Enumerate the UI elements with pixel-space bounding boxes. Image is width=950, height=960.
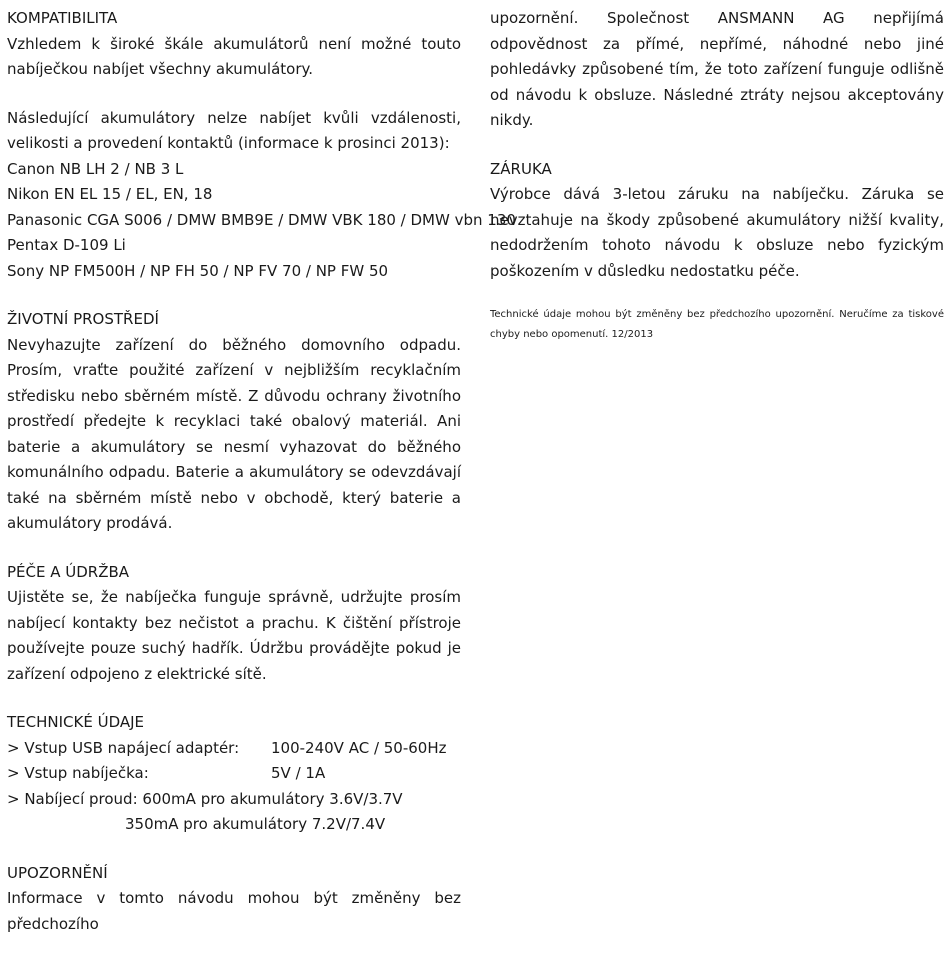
right-column bbox=[490, 6, 944, 368]
spec-key: > Vstup nabíječka: bbox=[7, 764, 149, 782]
pece-udrzba-text: Ujistěte se, že nabíječka funguje správně, udržujte prosím nabíjecí kontakty bez nečistot a prachu. K čištění přístroje používejte pouze suchý hadřík. Údržbu provádějte pokud je zařízení odpojeno z elektrické sítě. bbox=[7, 588, 461, 683]
heading-zaruka: ZÁRUKA bbox=[490, 159, 552, 178]
section-technicke-udaje bbox=[7, 710, 461, 838]
upozorneni-text-start: Informace v tomto návodu mohou být změněny bez předchozího bbox=[7, 889, 461, 933]
spec-row-usb-adapter bbox=[7, 736, 461, 762]
section-upozorneni bbox=[7, 861, 461, 938]
spec-key: > Nabíjecí proud: bbox=[7, 789, 138, 808]
heading-zivotni-prostredi: ŽIVOTNÍ PROSTŘEDÍ bbox=[7, 310, 159, 328]
spec-row-charge-current-2 bbox=[7, 812, 461, 838]
heading-pece-udrzba: PÉČE A ÚDRŽBA bbox=[7, 562, 130, 581]
model-pentax: Pentax D-109 Li bbox=[7, 236, 126, 254]
section-upozorneni-continued bbox=[490, 6, 944, 134]
zaruka-text: Výrobce dává 3-letou záruku na nabíječku. Záruka se nevztahuje na škody způsobené akumulátory nižší kvality, nedodržením tohoto návodu k obsluze nebo fyzickým poškozením v důsledku nedostatku péče. bbox=[490, 185, 944, 280]
spec-value: 5V / 1A bbox=[271, 764, 326, 782]
spec-value: 600mA pro akumulátory 3.6V/3.7V bbox=[142, 789, 403, 808]
heading-upozorneni: UPOZORNĚNÍ bbox=[7, 863, 108, 882]
heading-kompatibilita: KOMPATIBILITA bbox=[7, 9, 118, 27]
spec-value: 100-240V AC / 50-60Hz bbox=[271, 738, 447, 757]
section-zaruka bbox=[490, 157, 944, 285]
spec-key: > Vstup USB napájecí adaptér: bbox=[7, 738, 240, 757]
upozorneni-text-continued: upozornění. Společnost ANSMANN AG nepřijímá odpovědnost za přímé, nepřímé, náhodné nebo jiné pohledávky způsobené tím, že toto zařízení funguje odlišně od návodu k obsluze. Následné ztráty nejsou akceptovány nikdy. bbox=[490, 9, 944, 129]
section-fine-print bbox=[490, 305, 944, 345]
section-pece-udrzba bbox=[7, 560, 461, 688]
section-zivotni-prostredi bbox=[7, 307, 461, 537]
model-sony: Sony NP FM500H / NP FH 50 / NP FV 70 / NP FW 50 bbox=[7, 261, 389, 280]
spec-value: 350mA pro akumulátory 7.2V/7.4V bbox=[125, 815, 386, 833]
model-panasonic: Panasonic CGA S006 / DMW BMB9E / DMW VBK 180 / DMW vbn 130 bbox=[7, 210, 516, 229]
kompatibilita-text: Vzhledem k široké škále akumulátorů není možné touto nabíječkou nabíjet všechny akumulátory. bbox=[7, 34, 461, 78]
zivotni-prostredi-text: Nevyhazujte zařízení do běžného domovního odpadu. Prosím, vraťte použité zařízení v nejbližším recyklačním středisku nebo sběrném místě. Z důvodu ochrany životního prostředí předejte k recyklaci také obalový materiál. Ani baterie a akumulátory se nesmí vyhazovat do běžného komunálního odpadu. Baterie a akumulátory se odevzdávají také na sběrném místě nebo v obchodě, který baterie a akumulátory prodává. bbox=[7, 335, 461, 532]
fine-print-disclaimer: Technické údaje mohou být změněny bez předchozího upozornění. Neručíme za tiskové chyby nebo opomenutí. 12/2013 bbox=[490, 309, 944, 340]
heading-technicke-udaje: TECHNICKÉ ÚDAJE bbox=[7, 713, 145, 731]
model-canon: Canon NB LH 2 / NB 3 L bbox=[7, 159, 184, 178]
model-nikon: Nikon EN EL 15 / EL, EN, 18 bbox=[7, 185, 213, 203]
spec-row-charger-input bbox=[7, 761, 461, 787]
incompatible-intro: Následující akumulátory nelze nabíjet kvůli vzdálenosti, velikosti a provedení kontaktů (informace k prosinci 2013): bbox=[7, 108, 461, 152]
section-incompatible-batteries bbox=[7, 106, 516, 285]
left-column bbox=[7, 6, 516, 960]
spec-row-charge-current bbox=[7, 787, 461, 813]
section-kompatibilita bbox=[7, 6, 461, 83]
